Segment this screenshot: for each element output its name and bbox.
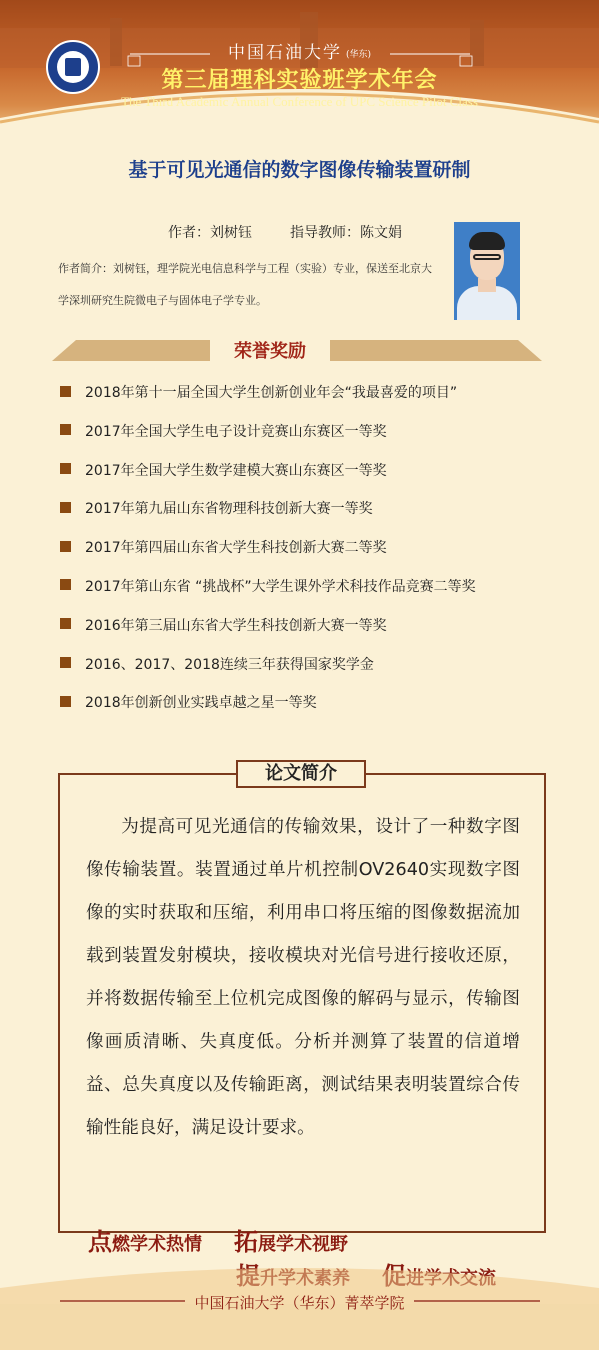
bullet-icon [60, 463, 71, 474]
footer-institution: 中国石油大学（华东）菁萃学院 [194, 1294, 405, 1312]
author-line [168, 222, 440, 242]
bullet-icon [60, 579, 71, 590]
abstract-text: 为提高可见光通信的传输效果，设计了一种数字图像传输装置。装置通过单片机控制OV2640实现数字图像的实时获取和压缩，利用串口将压缩的图像数据流加载到装置发射模块，接收模块对光信号进行接收还原，并将数据传输至上位机完成图像的解码与显示，传输图像画质清晰、失真度低。分析并测算了装置的信道增益、总失真度以及传输距离，测试结果表明装置综合传输性能良好，满足设计要求。 [86, 817, 520, 1138]
honor-item: 2017年全国大学生数学建模大赛山东赛区一等奖 [60, 461, 476, 500]
conference-title-english: The Third Academic Annual Conference of UPC Science Pilot Class [121, 94, 478, 109]
honors-list [60, 383, 476, 732]
bullet-icon [60, 386, 71, 397]
abstract-heading: 论文简介 [236, 760, 366, 788]
honor-item: 2017年第山东省 “挑战杯”大学生课外学术科技作品竞赛二等奖 [60, 577, 476, 616]
university-calligraphy: 中国石油大学 (华东) [227, 43, 372, 63]
project-title: 基于可见光通信的数字图像传输装置研制 [128, 159, 471, 181]
author-name: 作者：刘树钰 [168, 225, 252, 241]
honor-item: 2017年第四届山东省大学生科技创新大赛二等奖 [60, 538, 476, 577]
bullet-icon [60, 424, 71, 435]
bullet-icon [60, 541, 71, 552]
author-bio: 作者简介：刘树钰，理学院光电信息科学与工程（实验）专业，保送至北京大学深圳研究生院微电子与固体电子学专业。 [58, 262, 432, 307]
honor-item: 2018年创新创业实践卓越之星一等奖 [60, 693, 476, 732]
bullet-icon [60, 618, 71, 629]
advisor-name: 指导教师：陈文娟 [290, 225, 402, 241]
bullet-icon [60, 696, 71, 707]
honor-item: 2018年第十一届全国大学生创新创业年会“我最喜爱的项目” [60, 383, 476, 422]
honor-item: 2017年全国大学生电子设计竞赛山东赛区一等奖 [60, 422, 476, 461]
bullet-icon [60, 657, 71, 668]
slogan-expand: 拓展学术视野 [234, 1228, 348, 1256]
honor-item: 2016、2017、2018连续三年获得国家奖学金 [60, 655, 476, 694]
slogan-ignite: 点燃学术热情 [88, 1228, 202, 1256]
author-photo [454, 222, 520, 320]
honor-item: 2017年第九届山东省物理科技创新大赛一等奖 [60, 499, 476, 538]
honor-item: 2016年第三届山东省大学生科技创新大赛一等奖 [60, 616, 476, 655]
bullet-icon [60, 502, 71, 513]
conference-title: 第三届理科实验班学术年会 [161, 68, 438, 93]
honors-heading: 荣誉奖励 [210, 337, 330, 367]
header-banner [0, 0, 599, 140]
